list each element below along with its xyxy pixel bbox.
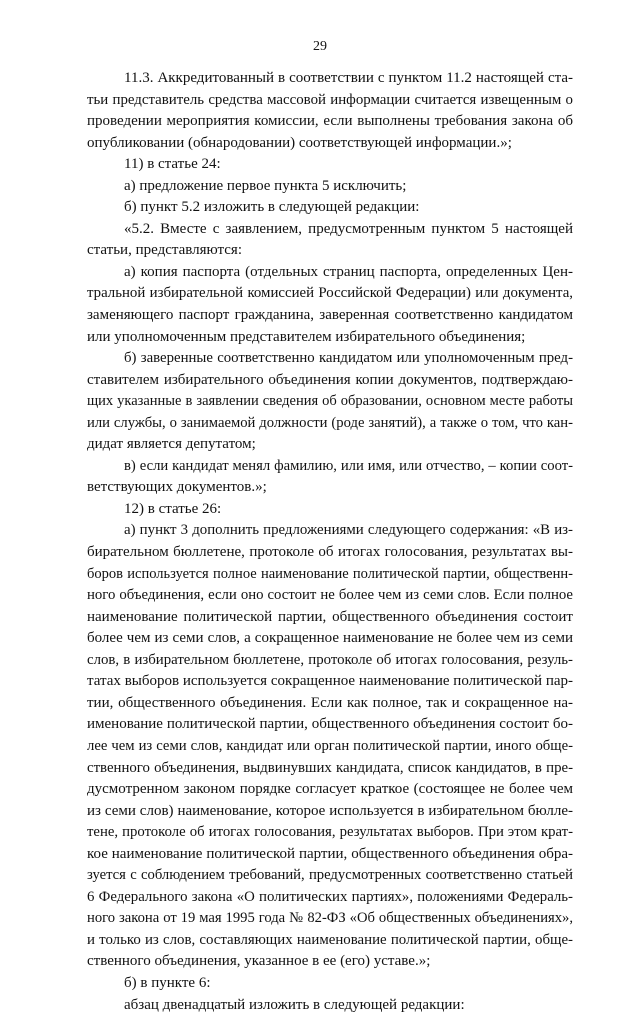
text-line: б) пункт 5.2 изложить в следующей редакции: xyxy=(124,199,420,216)
text-line: кое наименование политической партии, общественного объединения обра- xyxy=(87,845,573,862)
text-line: или уполномоченным представителем избирательного объединения; xyxy=(87,328,526,345)
text-line: или службы, о занимаемой должности (роде занятий), а также о том, что кан- xyxy=(87,414,573,431)
text-line: 6 Федерального закона «О политических партиях», положениями Федераль- xyxy=(87,888,573,905)
text-line: тральной избирательной комиссией Российской Федерации) или документа, xyxy=(87,285,573,302)
text-line: зуется с соблюдением требований, предусмотренных соответственно статьей xyxy=(87,867,573,884)
text-line: а) пункт 3 дополнить предложениями следующего содержания: «В из- xyxy=(124,522,573,539)
text-line: щих указанные в заявлении сведения об образовании, основном месте работы xyxy=(87,393,573,410)
text-line: именование политической партии, общественного объединения состоит бо- xyxy=(87,716,573,733)
text-line: 11.3. Аккредитованный в соответствии с пунктом 11.2 настоящей ста- xyxy=(124,70,573,86)
text-line: б) в пункте 6: xyxy=(124,974,211,991)
text-line: проведении мероприятия комиссии, если выполнены требования закона об xyxy=(87,113,573,130)
text-line: наименование политической партии, общественного объединения состоит xyxy=(87,608,573,625)
text-line: ственного объединения, указанное в ее (его) уставе.»; xyxy=(87,953,431,970)
text-line: ного объединения, если оно состоит не более чем из семи слов. Если полное xyxy=(87,587,573,604)
page-number: 29 xyxy=(313,39,327,54)
text-line: татах выборов используется сокращенное наименование политической пар- xyxy=(87,673,573,690)
text-line: б) заверенные соответственно кандидатом или уполномоченным пред- xyxy=(124,350,573,367)
text-line: слов, в избирательном бюллетене, протоколе об итогах голосования, резуль- xyxy=(87,651,573,668)
text-line: ного закона от 19 мая 1995 года № 82-ФЗ «Об общественных объединениях», xyxy=(87,910,573,927)
text-line: лее чем из семи слов, кандидат или орган политической партии, иного обще- xyxy=(87,737,573,754)
text-line: 12) в статье 26: xyxy=(124,500,222,517)
text-line: а) предложение первое пункта 5 исключить; xyxy=(124,177,407,194)
text-line: более чем из семи слов, а сокращенное наименование не более чем из семи xyxy=(87,630,573,647)
text-line: тене, протоколе об итогах голосования, результатах выборов. При этом крат- xyxy=(87,824,573,841)
text-line: из семи слов) наименование, которое используется в избирательном бюлле- xyxy=(87,802,573,819)
text-line: тьи представитель средства массовой информации считается извещенным о xyxy=(87,91,573,108)
text-line: ставителем избирательного объединения копии документов, подтверждаю- xyxy=(87,371,573,388)
text-line: тии, общественного объединения. Если как полное, так и сокращенное на- xyxy=(87,694,573,711)
text-line: в) если кандидат менял фамилию, или имя, или отчество, – копии соот- xyxy=(124,457,573,474)
text-line: опубликовании (обнародовании) соответствующей информации.»; xyxy=(87,134,512,151)
text-line: ветствующих документов.»; xyxy=(87,479,267,496)
text-line: абзац двенадцатый изложить в следующей редакции: xyxy=(124,996,465,1013)
text-line: боров используется полное наименование политической партии, общественн- xyxy=(87,565,573,582)
text-line: заменяющего паспорт гражданина, заверенная соответственно кандидатом xyxy=(87,307,573,324)
text-line: и только из слов, составляющих наименование политической партии, обще- xyxy=(87,931,573,948)
text-line: а) копия паспорта (отдельных страниц паспорта, определенных Цен- xyxy=(124,263,573,280)
text-line: ственного объединения, выдвинувших кандидата, список кандидатов, в пре- xyxy=(87,759,573,776)
text-line: 11) в статье 24: xyxy=(124,156,221,173)
text-line: дидат является депутатом; xyxy=(87,436,256,453)
text-line: дусмотренном законом порядке согласует краткое (состоящее не более чем xyxy=(87,781,573,798)
document-body xyxy=(87,68,573,1016)
text-line: статьи, представляются: xyxy=(87,242,243,259)
text-line: «5.2. Вместе с заявлением, предусмотренным пунктом 5 настоящей xyxy=(124,220,573,237)
text-line: бирательном бюллетене, протоколе об итогах голосования, результатах вы- xyxy=(87,544,573,561)
